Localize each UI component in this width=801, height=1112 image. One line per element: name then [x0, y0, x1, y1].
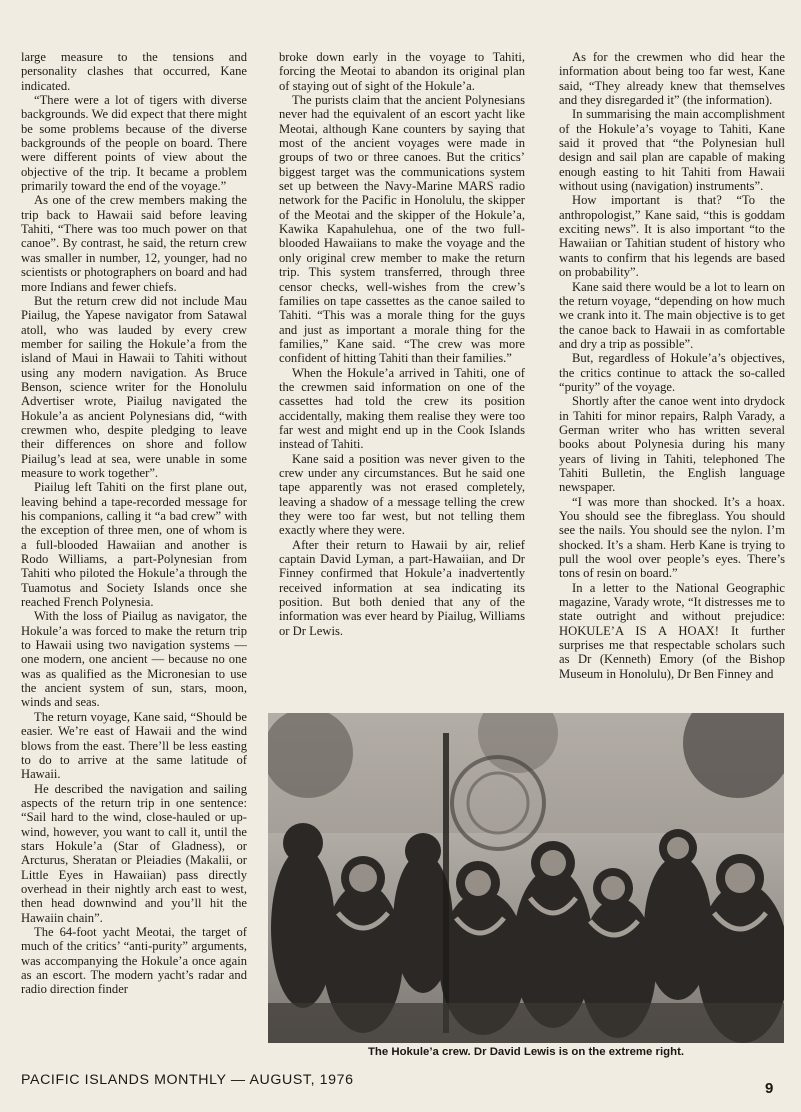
page-number: 9 [765, 1080, 774, 1097]
paragraph: “There were a lot of tigers with diverse backgrounds. We did expect that there might be some problems because of the diverse backgrounds of the people on board. There were different points of view about the objective of the trip. It became a problem primarily toward the end of the voyage.” [21, 93, 247, 194]
article-column-2 [279, 50, 525, 705]
crew-photo-image [268, 713, 784, 1043]
paragraph: In summarising the main accomplishment of the Hokule’a’s voyage to Tahiti, Kane said it proved that “the Polynesian hull design and sail plan are capable of making enough easting to hit Tahiti from Hawaii without using (navigation) instruments”. [559, 107, 785, 194]
paragraph: With the loss of Piailug as navigator, the Hokule’a was forced to make the return trip to Hawaii using two navigation systems — one modern, one ancient — because no one was as qualified as the Micronesian to use the ancient system of sun, stars, moon, winds and seas. [21, 609, 247, 710]
crew-photograph [268, 713, 784, 1043]
paragraph: Piailug left Tahiti on the first plane out, leaving behind a tape-recorded message for his companions, calling it “a bad crew” with the exception of three men, one of whom is a full-blooded Hawaiian and another is Rodo Williams, a part-Polynesian from Tahiti who piloted the Hokule’a through the Tuamotus and Society Islands once she reached French Polynesia. [21, 480, 247, 610]
paragraph: In a letter to the National Geographic magazine, Varady wrote, “It distresses me to state outright and without prejudice: HOKULE’A IS A HOAX! It further surprises me that respectable scholars such as Dr (Kenneth) Emory (of the Bishop Museum in Honolulu), Dr Ben Finney and [559, 580, 785, 681]
paragraph: How important is that? “To the anthropologist,” Kane said, “this is goddam exciting news”. It is also important “to the Hawaiian or Tahitian student of history who wants to confirm that his legends are based on probability”. [559, 193, 785, 280]
article-column-1 [21, 50, 247, 1060]
paragraph: But the return crew did not include Mau Piailug, the Yapese navigator from Satawal atoll, who was lauded by every crew member for sailing the Hokule’a from the island of Maui in Hawaii to Tahiti without using any modern navigation. As Bruce Benson, science writer for the Honolulu Advertiser wrote, Piailug navigated the Hokule’a as ancient Polynesians did, “with crewmen who, despite pledging to leave their differences on shore and follow Piailug’s lead at sea, were unable in some measure to work together”. [21, 293, 247, 480]
paragraph: As one of the crew members making the trip back to Hawaii said before leaving Tahiti, “There was too much power on that canoe”. By contrast, he said, the return crew was smaller in number, 12, younger, had no scientists or photographers on board and had more Indians and fewer chiefs. [21, 193, 247, 294]
paragraph: large measure to the tensions and personality clashes that occurred, Kane indicated. [21, 50, 247, 93]
paragraph: The 64-foot yacht Meotai, the target of much of the critics’ “anti-purity” arguments, was accompanying the Hokule’a once again as an escort. The modern yacht’s radar and radio direction finder [21, 924, 247, 997]
paragraph: The return voyage, Kane said, “Should be easier. We’re east of Hawaii and the wind blows from the east. There’ll be less easting to do to arrive at the same latitude of Hawaii. [21, 709, 247, 782]
article-column-3 [559, 50, 785, 705]
paragraph: But, regardless of Hokule’a’s objectives, the critics continue to attack the so-called “purity” of the voyage. [559, 351, 785, 394]
paragraph: He described the navigation and sailing aspects of the return trip in one sentence: “Sail hard to the wind, close-hauled or up-wind, however, you want to call it, until the stars Hokule’a (Star of Gladness), or Arcturus, Sheratan or Pleiadies (Makalii, or Little Eyes in Hawaiian) pass directly overhead in their nightly arch east to west, then head downwind and you’ll hit the Hawaiin chain”. [21, 781, 247, 925]
photo-caption: The Hokule’a crew. Dr David Lewis is on the extreme right. [367, 1046, 685, 1058]
paragraph: The purists claim that the ancient Polynesians never had the equivalent of an escort yacht like Meotai, although Kane counters by saying that most of the ancient voyages were made in groups of two or three canoes. But the critics’ biggest target was the communications system set up between the Navy-Marine MARS radio network for the Pacific in Honolulu, the skipper of the Meotai and the skipper of the Hokule’a, Kawika Kapahulehua, one of the two full-blooded Hawaiians to make the voyage and the only original crew member to make the return trip. This system transferred, through three censor checks, well-wishes from the crew’s families on tape cassettes as the canoe sailed to Tahiti. “This was a morale thing for the guys and just as important a morale thing for the families,” Kane said. “The crew was more confident of hitting Tahiti than their families.” [279, 93, 525, 366]
publication-footer: PACIFIC ISLANDS MONTHLY — AUGUST, 1976 [21, 1072, 354, 1088]
paragraph: When the Hokule’a arrived in Tahiti, one of the crewmen said information on one of the cassettes had told the crew its position accidentally, making them realise they were too far west and might end up in the Cook Islands instead of Tahiti. [279, 365, 525, 452]
paragraph: “I was more than shocked. It’s a hoax. You should see the fibreglass. You should see the nails. You should see the nylon. I’m shocked. It’s a sham. Herb Kane is trying to pull the wool over people’s eyes. There’s tons of resin on board.” [559, 494, 785, 581]
paragraph: After their return to Hawaii by air, relief captain David Lyman, a part-Hawaiian, and Dr Finney confirmed that Hokule’a inadvertently received information at sea indicating its position. But both denied that any of the information was ever heard by Piailug, Williams or Dr Lewis. [279, 537, 525, 638]
paragraph: As for the crewmen who did hear the information about being too far west, Kane said, “They already knew that themselves and they disregarded it” (the information). [559, 50, 785, 108]
paragraph: Kane said a position was never given to the crew under any circumstances. But he said one tape apparently was not erased completely, leaving a shadow of a message telling the crew they were too far west, but not telling them exactly where they were. [279, 451, 525, 538]
paragraph: broke down early in the voyage to Tahiti, forcing the Meotai to abandon its original plan of staying out of sight of the Hokule’a. [279, 50, 525, 93]
paragraph: Shortly after the canoe went into drydock in Tahiti for minor repairs, Ralph Varady, a German writer who has written several books about Polynesia during his many years of living in Tahiti, telephoned The Tahiti Bulletin, the English language newspaper. [559, 394, 785, 495]
paragraph: Kane said there would be a lot to learn on the return voyage, “depending on how much we crank into it. The main objective is to get the canoe back to Hawaii in as comfortable and dry a trip as possible”. [559, 279, 785, 351]
